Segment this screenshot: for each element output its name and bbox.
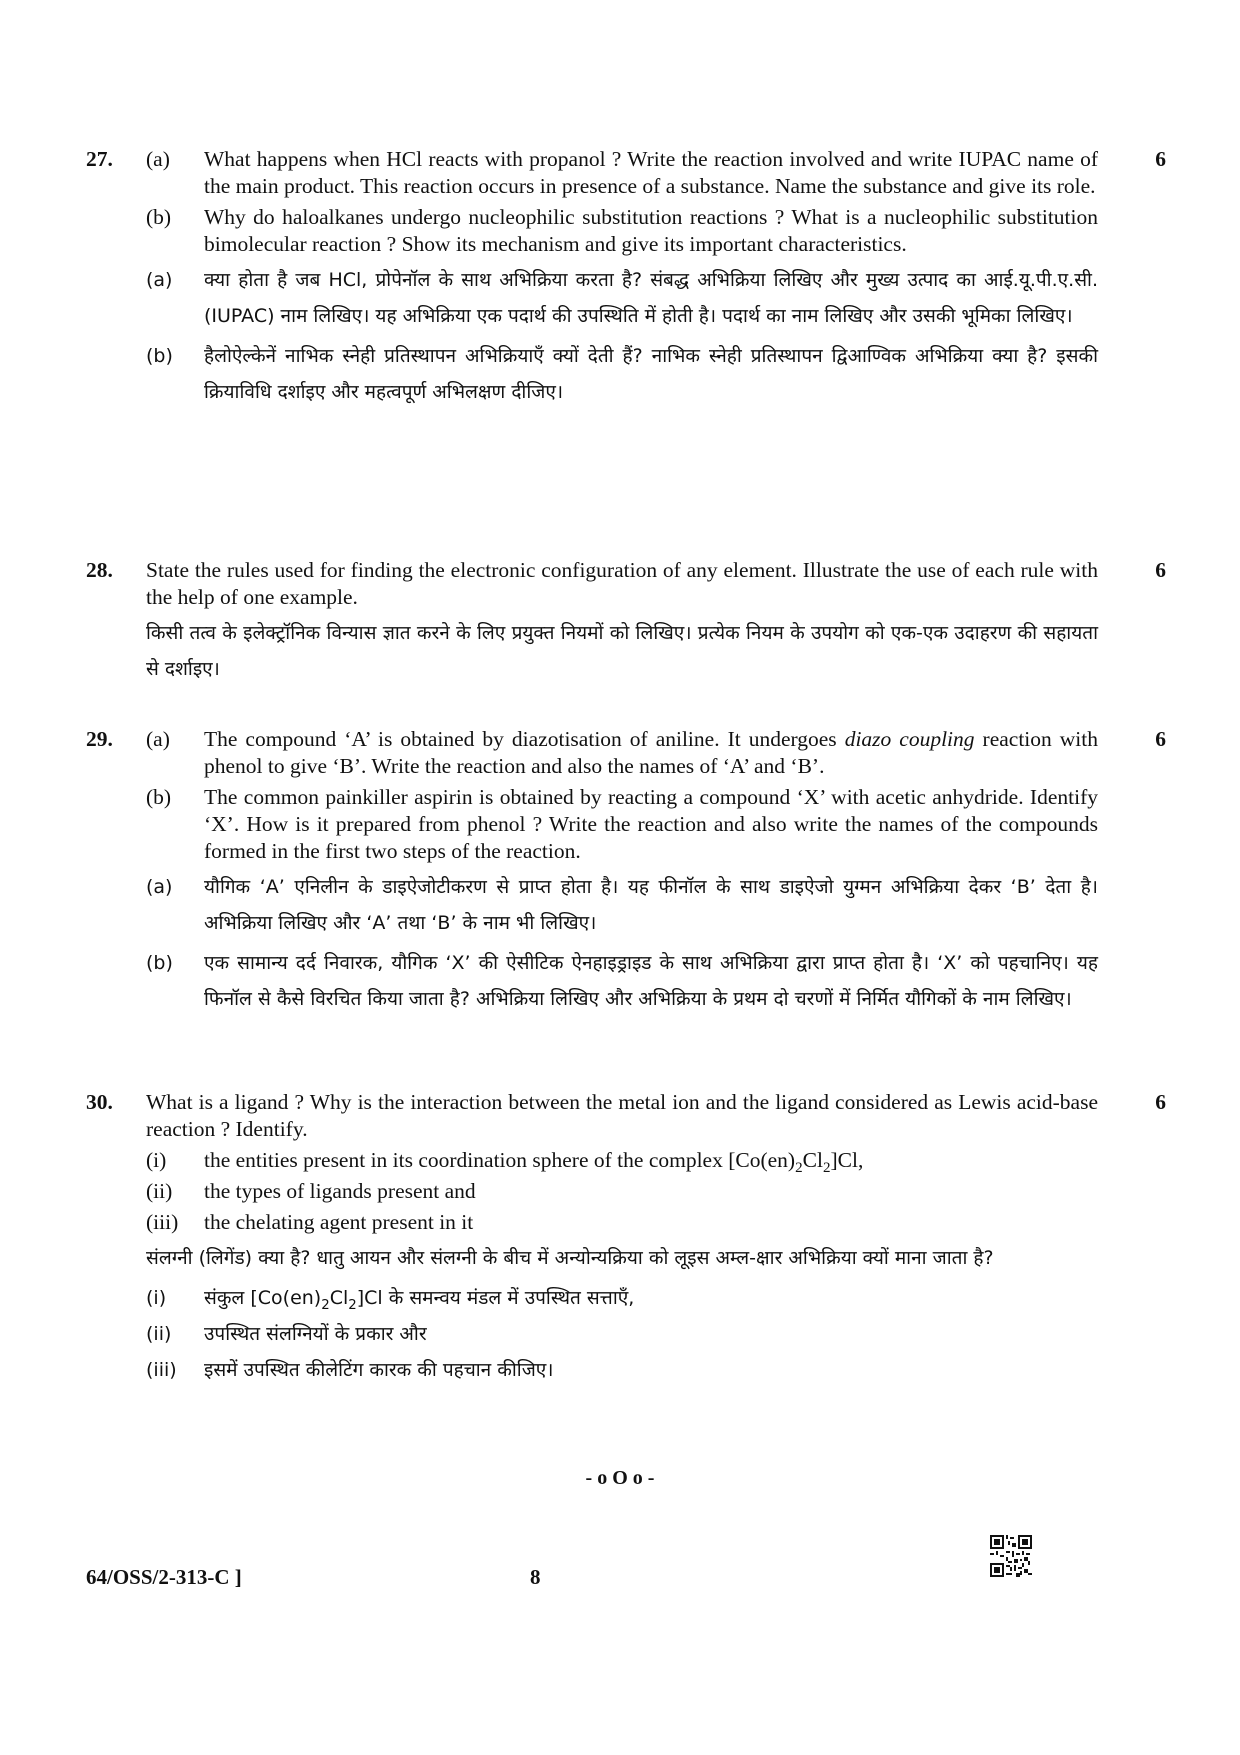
sub-question-text: क्या होता है जब HCl, प्रोपेनॉल के साथ अभिक्रिया करता है? संबद्ध अभिक्रिया लिखिए और मुख्य उत्पाद का आई.यू.पी.ए.सी. (IUPAC) नाम लिखिए। यह अभिक्रिया एक पदार्थ की उपस्थिति में होती है। पदार्थ का नाम लिखिए और उसकी भूमिका लिखिए। — [204, 269, 1098, 327]
sub-question-label: (a) — [146, 147, 170, 171]
sub-question-text: एक सामान्य दर्द निवारक, यौगिक ‘X’ की ऐसीटिक ऐनहाइड्राइड के साथ अभिक्रिया द्वारा प्राप्त होता है। ‘X’ को पहचानिए। यह फिनॉल से कैसे विरचित किया जाता है? अभिक्रिया लिखिए और अभिक्रिया के प्रथम दो चरणों में निर्मित यौगिकों के नाम लिखिए। — [204, 952, 1098, 1010]
list-item — [146, 1209, 1098, 1236]
sub-question-hi-a — [146, 262, 1098, 334]
item-label: (i) — [146, 1148, 167, 1172]
sub-question-en-a — [146, 146, 1098, 200]
sub-question-label: (b) — [146, 785, 172, 809]
question-intro-hi: संलग्नी (लिगेंड) क्या है? धातु आयन और संलग्नी के बीच में अन्योन्यक्रिया को लूइस अम्ल-क्षार अभिक्रिया क्यों माना जाता है? — [146, 1247, 994, 1269]
sub-question-en-a — [146, 726, 1098, 780]
list-item — [146, 1178, 1098, 1205]
paper-code: 64/OSS/2-313-C ] — [86, 1565, 242, 1589]
sub-question-text: What happens when HCl reacts with propanol ? Write the reaction involved and write IUPAC name of the main product. This reaction occurs in presence of a substance. Name the substance and give its role. — [204, 147, 1098, 198]
sub-question-label: (a) — [146, 269, 173, 291]
sub-question-label: (a) — [146, 876, 173, 898]
question-number: 29. — [86, 727, 113, 751]
list-item — [146, 1316, 1098, 1352]
question-marks: 6 — [1155, 147, 1166, 171]
question-marks: 6 — [1155, 1090, 1166, 1114]
qr-code-icon — [990, 1535, 1032, 1577]
list-item — [146, 1352, 1098, 1388]
item-label: (ii) — [146, 1323, 172, 1345]
item-text: संकुल $[Co(en)_2Cl_2]Cl$ के समन्वय मंडल में उपस्थित सत्ताएँ, — [204, 1287, 635, 1313]
list-item — [146, 1147, 1098, 1177]
sub-question-label: (b) — [146, 952, 173, 974]
sub-question-label: (b) — [146, 205, 172, 229]
question-number: 30. — [86, 1090, 113, 1114]
sub-question-hi-b — [146, 945, 1098, 1017]
question-intro-en: What is a ligand ? Why is the interaction between the metal ion and the ligand considered as Lewis acid-base reaction ? Identify. — [146, 1090, 1098, 1141]
sub-question-text: हैलोऐल्केनें नाभिक स्नेही प्रतिस्थापन अभिक्रियाएँ क्यों देती हैं? नाभिक स्नेही प्रतिस्थापन द्विआण्विक अभिक्रिया क्या है? इसकी क्रियाविधि दर्शाइए और महत्वपूर्ण अभिलक्षण दीजिए। — [204, 345, 1098, 403]
list-item — [146, 1280, 1098, 1316]
question-30 — [86, 1089, 1166, 1439]
sub-question-hi-a — [146, 869, 1098, 941]
sub-question-label: (a) — [146, 727, 170, 751]
end-of-paper-mark: - o O o - — [585, 1467, 655, 1489]
item-label: (i) — [146, 1287, 167, 1309]
question-text-hi: किसी तत्व के इलेक्ट्रॉनिक विन्यास ज्ञात करने के लिए प्रयुक्त नियमों को लिखिए। प्रत्येक नियम के उपयोग को एक-एक उदाहरण की सहायता से दर्शाइए। — [146, 622, 1098, 680]
item-text: the types of ligands present and — [204, 1179, 476, 1203]
question-28 — [86, 557, 1166, 687]
item-text: इसमें उपस्थित कीलेटिंग कारक की पहचान कीजिए। — [204, 1359, 554, 1381]
sub-question-text: The compound ‘A’ is obtained by diazotisation of aniline. It undergoes diazo coupling reaction with phenol to give ‘B’. Write the reaction and also the names of ‘A’ and ‘B’. — [204, 727, 1098, 778]
sub-question-en-b — [146, 204, 1098, 258]
question-number: 27. — [86, 147, 113, 171]
question-text-en: State the rules used for finding the electronic configuration of any element. Illustrate the use of each rule with the help of one example. — [146, 558, 1098, 609]
item-label: (iii) — [146, 1359, 177, 1381]
item-label: (ii) — [146, 1179, 173, 1203]
sub-question-en-b — [146, 784, 1098, 865]
item-text: उपस्थित संलग्नियों के प्रकार और — [204, 1323, 427, 1345]
sub-question-text: The common painkiller aspirin is obtained by reacting a compound ‘X’ with acetic anhydride. Identify ‘X’. How is it prepared from phenol ? Write the reaction and also write the names of the compounds formed in the first two steps of the reaction. — [204, 785, 1098, 863]
sub-question-text: यौगिक ‘A’ एनिलीन के डाइऐजोटीकरण से प्राप्त होता है। यह फीनॉल के साथ डाइऐजो युग्मन अभिक्रिया देकर ‘B’ देता है। अभिक्रिया लिखिए और ‘A’ तथा ‘B’ के नाम भी लिखिए। — [204, 876, 1098, 934]
sub-question-hi-b — [146, 338, 1098, 410]
sub-question-label: (b) — [146, 345, 173, 367]
item-text: the chelating agent present in it — [204, 1210, 474, 1234]
item-label: (iii) — [146, 1210, 179, 1234]
question-marks: 6 — [1155, 727, 1166, 751]
question-27 — [86, 146, 1166, 466]
page-number: 8 — [530, 1565, 541, 1589]
sub-question-text: Why do haloalkanes undergo nucleophilic substitution reactions ? What is a nucleophilic substitution bimolecular reaction ? Show its mechanism and give its important characteristics. — [204, 205, 1098, 256]
question-number: 28. — [86, 558, 113, 582]
question-marks: 6 — [1155, 558, 1166, 582]
question-29 — [86, 726, 1166, 1056]
item-text: the entities present in its coordination sphere of the complex $[Co(en)_2Cl_2]Cl$, — [204, 1148, 864, 1177]
